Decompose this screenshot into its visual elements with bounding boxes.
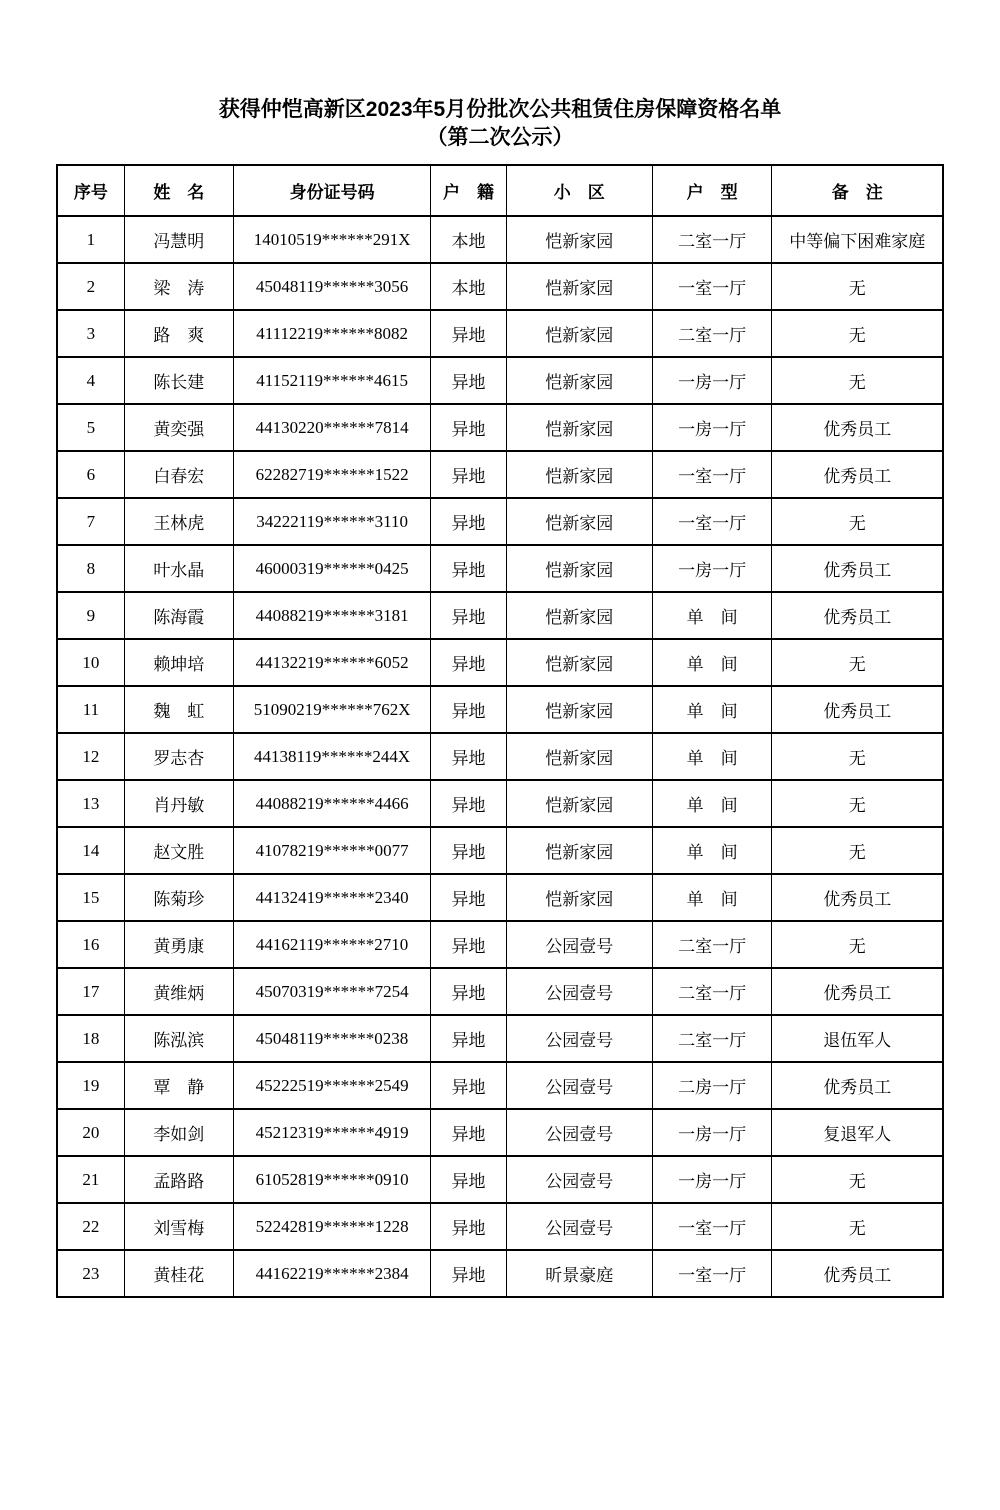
cell-name: 罗志杏 (124, 733, 233, 780)
cell-index: 1 (57, 216, 124, 263)
cell-remark: 无 (772, 357, 943, 404)
cell-unit_type: 一房一厅 (652, 1156, 772, 1203)
column-header-remark: 备 注 (772, 165, 943, 216)
cell-id_number: 44088219******3181 (233, 592, 431, 639)
cell-index: 20 (57, 1109, 124, 1156)
cell-registration: 异地 (431, 1062, 506, 1109)
cell-registration: 异地 (431, 545, 506, 592)
cell-remark: 中等偏下困难家庭 (772, 216, 943, 263)
cell-registration: 异地 (431, 592, 506, 639)
table-row (57, 639, 943, 686)
cell-remark: 无 (772, 827, 943, 874)
table-row (57, 451, 943, 498)
cell-unit_type: 二室一厅 (652, 310, 772, 357)
cell-unit_type: 一房一厅 (652, 545, 772, 592)
table-row (57, 733, 943, 780)
cell-id_number: 51090219******762X (233, 686, 431, 733)
cell-unit_type: 单 间 (652, 827, 772, 874)
cell-community: 昕景豪庭 (506, 1250, 652, 1297)
cell-id_number: 45048119******3056 (233, 263, 431, 310)
cell-community: 公园壹号 (506, 968, 652, 1015)
table-row (57, 216, 943, 263)
cell-community: 恺新家园 (506, 827, 652, 874)
cell-unit_type: 单 间 (652, 733, 772, 780)
cell-remark: 优秀员工 (772, 545, 943, 592)
cell-unit_type: 单 间 (652, 592, 772, 639)
cell-id_number: 45222519******2549 (233, 1062, 431, 1109)
cell-registration: 异地 (431, 357, 506, 404)
cell-id_number: 62282719******1522 (233, 451, 431, 498)
cell-name: 陈长建 (124, 357, 233, 404)
cell-name: 路 爽 (124, 310, 233, 357)
cell-unit_type: 单 间 (652, 686, 772, 733)
cell-registration: 异地 (431, 639, 506, 686)
cell-id_number: 44132419******2340 (233, 874, 431, 921)
table-header-row (57, 165, 943, 216)
cell-registration: 异地 (431, 498, 506, 545)
table-row (57, 686, 943, 733)
cell-index: 11 (57, 686, 124, 733)
cell-community: 恺新家园 (506, 733, 652, 780)
cell-name: 魏 虹 (124, 686, 233, 733)
cell-name: 赖坤培 (124, 639, 233, 686)
cell-id_number: 14010519******291X (233, 216, 431, 263)
table-row (57, 404, 943, 451)
cell-index: 3 (57, 310, 124, 357)
cell-id_number: 41078219******0077 (233, 827, 431, 874)
cell-registration: 异地 (431, 921, 506, 968)
cell-index: 10 (57, 639, 124, 686)
page-title (0, 96, 1000, 152)
cell-remark: 无 (772, 1156, 943, 1203)
cell-id_number: 41112219******8082 (233, 310, 431, 357)
cell-community: 恺新家园 (506, 780, 652, 827)
cell-name: 黄勇康 (124, 921, 233, 968)
column-header-id_number: 身份证号码 (233, 165, 431, 216)
cell-name: 陈泓滨 (124, 1015, 233, 1062)
cell-id_number: 45048119******0238 (233, 1015, 431, 1062)
table-row (57, 263, 943, 310)
table-row (57, 357, 943, 404)
cell-unit_type: 一房一厅 (652, 1109, 772, 1156)
cell-id_number: 45212319******4919 (233, 1109, 431, 1156)
cell-name: 黄桂花 (124, 1250, 233, 1297)
table-row (57, 874, 943, 921)
table-row (57, 921, 943, 968)
cell-community: 恺新家园 (506, 874, 652, 921)
cell-name: 李如剑 (124, 1109, 233, 1156)
cell-registration: 本地 (431, 216, 506, 263)
page-title-line1: 获得仲恺高新区2023年5月份批次公共租赁住房保障资格名单 (218, 98, 782, 121)
cell-id_number: 52242819******1228 (233, 1203, 431, 1250)
cell-remark: 优秀员工 (772, 686, 943, 733)
table-row (57, 310, 943, 357)
cell-registration: 异地 (431, 1015, 506, 1062)
cell-id_number: 44162219******2384 (233, 1250, 431, 1297)
cell-index: 9 (57, 592, 124, 639)
cell-unit_type: 一房一厅 (652, 404, 772, 451)
cell-id_number: 44130220******7814 (233, 404, 431, 451)
cell-index: 22 (57, 1203, 124, 1250)
cell-index: 21 (57, 1156, 124, 1203)
table-row (57, 827, 943, 874)
housing-roster-table (56, 164, 944, 1298)
cell-remark: 优秀员工 (772, 451, 943, 498)
cell-unit_type: 二房一厅 (652, 1062, 772, 1109)
cell-community: 公园壹号 (506, 1062, 652, 1109)
cell-unit_type: 一室一厅 (652, 263, 772, 310)
cell-name: 冯慧明 (124, 216, 233, 263)
cell-community: 恺新家园 (506, 686, 652, 733)
cell-name: 肖丹敏 (124, 780, 233, 827)
cell-registration: 异地 (431, 1250, 506, 1297)
cell-id_number: 61052819******0910 (233, 1156, 431, 1203)
header-row (57, 165, 943, 216)
cell-name: 刘雪梅 (124, 1203, 233, 1250)
cell-unit_type: 二室一厅 (652, 921, 772, 968)
cell-name: 陈海霞 (124, 592, 233, 639)
cell-remark: 无 (772, 1203, 943, 1250)
cell-remark: 优秀员工 (772, 404, 943, 451)
cell-community: 公园壹号 (506, 921, 652, 968)
cell-index: 8 (57, 545, 124, 592)
cell-registration: 异地 (431, 451, 506, 498)
cell-index: 4 (57, 357, 124, 404)
column-header-registration: 户 籍 (431, 165, 506, 216)
cell-index: 19 (57, 1062, 124, 1109)
cell-community: 公园壹号 (506, 1156, 652, 1203)
cell-community: 恺新家园 (506, 592, 652, 639)
cell-unit_type: 单 间 (652, 639, 772, 686)
cell-registration: 异地 (431, 780, 506, 827)
cell-unit_type: 一室一厅 (652, 1250, 772, 1297)
cell-remark: 复退军人 (772, 1109, 943, 1156)
cell-index: 17 (57, 968, 124, 1015)
cell-registration: 异地 (431, 874, 506, 921)
cell-name: 陈菊珍 (124, 874, 233, 921)
cell-registration: 本地 (431, 263, 506, 310)
cell-remark: 优秀员工 (772, 874, 943, 921)
cell-remark: 优秀员工 (772, 592, 943, 639)
cell-unit_type: 单 间 (652, 780, 772, 827)
cell-name: 覃 静 (124, 1062, 233, 1109)
cell-id_number: 44132219******6052 (233, 639, 431, 686)
cell-remark: 无 (772, 498, 943, 545)
cell-remark: 无 (772, 733, 943, 780)
cell-unit_type: 一房一厅 (652, 357, 772, 404)
table-row (57, 1250, 943, 1297)
cell-name: 白春宏 (124, 451, 233, 498)
cell-id_number: 44162119******2710 (233, 921, 431, 968)
cell-index: 13 (57, 780, 124, 827)
cell-community: 公园壹号 (506, 1015, 652, 1062)
cell-community: 恺新家园 (506, 451, 652, 498)
column-header-unit_type: 户 型 (652, 165, 772, 216)
cell-registration: 异地 (431, 1109, 506, 1156)
cell-index: 6 (57, 451, 124, 498)
cell-id_number: 44088219******4466 (233, 780, 431, 827)
cell-registration: 异地 (431, 968, 506, 1015)
table-row (57, 1062, 943, 1109)
cell-community: 恺新家园 (506, 404, 652, 451)
table-body (57, 216, 943, 1297)
cell-index: 16 (57, 921, 124, 968)
cell-name: 叶水晶 (124, 545, 233, 592)
table-row (57, 1015, 943, 1062)
cell-registration: 异地 (431, 310, 506, 357)
cell-community: 恺新家园 (506, 357, 652, 404)
cell-community: 恺新家园 (506, 545, 652, 592)
cell-name: 孟路路 (124, 1156, 233, 1203)
cell-id_number: 44138119******244X (233, 733, 431, 780)
cell-name: 黄维炳 (124, 968, 233, 1015)
cell-index: 12 (57, 733, 124, 780)
table-row (57, 1203, 943, 1250)
cell-index: 7 (57, 498, 124, 545)
cell-registration: 异地 (431, 1203, 506, 1250)
cell-id_number: 45070319******7254 (233, 968, 431, 1015)
cell-name: 黄奕强 (124, 404, 233, 451)
table-row (57, 968, 943, 1015)
cell-unit_type: 一室一厅 (652, 498, 772, 545)
cell-remark: 无 (772, 263, 943, 310)
cell-remark: 优秀员工 (772, 1062, 943, 1109)
cell-unit_type: 单 间 (652, 874, 772, 921)
cell-unit_type: 二室一厅 (652, 216, 772, 263)
column-header-index: 序号 (57, 165, 124, 216)
table-row (57, 545, 943, 592)
cell-unit_type: 一室一厅 (652, 1203, 772, 1250)
cell-id_number: 41152119******4615 (233, 357, 431, 404)
column-header-community: 小 区 (506, 165, 652, 216)
cell-registration: 异地 (431, 686, 506, 733)
cell-name: 王林虎 (124, 498, 233, 545)
table-row (57, 592, 943, 639)
cell-registration: 异地 (431, 404, 506, 451)
cell-name: 梁 涛 (124, 263, 233, 310)
cell-registration: 异地 (431, 733, 506, 780)
cell-index: 15 (57, 874, 124, 921)
cell-community: 公园壹号 (506, 1203, 652, 1250)
cell-index: 18 (57, 1015, 124, 1062)
cell-remark: 优秀员工 (772, 968, 943, 1015)
table-row (57, 1156, 943, 1203)
cell-unit_type: 一室一厅 (652, 451, 772, 498)
cell-registration: 异地 (431, 1156, 506, 1203)
cell-community: 恺新家园 (506, 498, 652, 545)
column-header-name: 姓 名 (124, 165, 233, 216)
page-title-line2: （第二次公示） (426, 126, 574, 149)
cell-registration: 异地 (431, 827, 506, 874)
cell-remark: 无 (772, 921, 943, 968)
cell-remark: 无 (772, 780, 943, 827)
cell-unit_type: 二室一厅 (652, 1015, 772, 1062)
cell-remark: 优秀员工 (772, 1250, 943, 1297)
cell-index: 14 (57, 827, 124, 874)
cell-community: 恺新家园 (506, 639, 652, 686)
cell-name: 赵文胜 (124, 827, 233, 874)
table-row (57, 1109, 943, 1156)
cell-remark: 无 (772, 639, 943, 686)
cell-index: 23 (57, 1250, 124, 1297)
cell-id_number: 34222119******3110 (233, 498, 431, 545)
table-row (57, 498, 943, 545)
cell-index: 2 (57, 263, 124, 310)
cell-community: 恺新家园 (506, 310, 652, 357)
cell-community: 公园壹号 (506, 1109, 652, 1156)
cell-remark: 退伍军人 (772, 1015, 943, 1062)
table-row (57, 780, 943, 827)
cell-unit_type: 二室一厅 (652, 968, 772, 1015)
cell-id_number: 46000319******0425 (233, 545, 431, 592)
cell-community: 恺新家园 (506, 263, 652, 310)
cell-index: 5 (57, 404, 124, 451)
cell-remark: 无 (772, 310, 943, 357)
cell-community: 恺新家园 (506, 216, 652, 263)
